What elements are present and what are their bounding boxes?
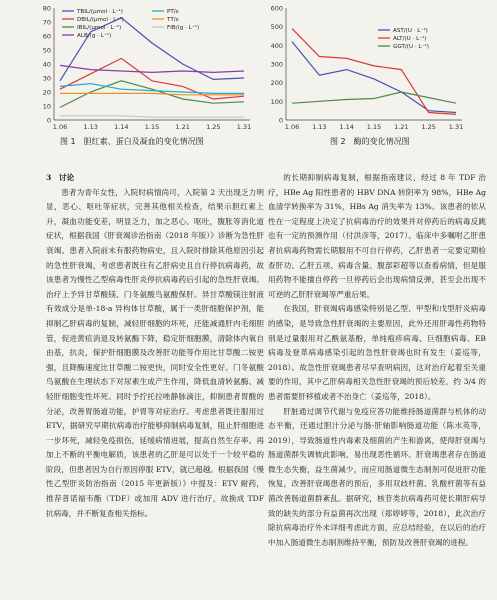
y-tick-label: 20 (42, 88, 51, 97)
x-tick-label: 1.06 (52, 123, 68, 131)
x-tick-label: 1.13 (83, 123, 98, 131)
figure-1-chart (40, 4, 255, 134)
legend-label: DBIL/(μmol · L⁻¹) (77, 17, 124, 23)
y-tick-label: 70 (42, 18, 51, 27)
y-tick-label: 0 (278, 116, 283, 125)
x-tick-label: 1.21 (175, 123, 190, 131)
y-tick-label: 50 (42, 46, 51, 55)
x-tick-label: 1.31 (236, 123, 252, 131)
legend-label: ALT/(U · L⁻¹) (393, 36, 427, 42)
legend-label: AST/(U · L⁻¹) (393, 28, 428, 34)
section-heading: 3 讨论 (46, 173, 75, 182)
legend-label: FIB/(g · L⁻¹) (167, 25, 200, 31)
y-tick-label: 600 (270, 4, 283, 13)
x-tick-label: 1.15 (366, 123, 382, 131)
x-tick-label: 1.31 (448, 123, 464, 131)
x-tick-label: 1.13 (312, 123, 327, 131)
legend-label: TBIL/(μmol · L⁻¹) (77, 9, 123, 15)
series-line (60, 84, 244, 94)
x-tick-label: 1.25 (206, 123, 221, 131)
x-tick-label: 1.15 (144, 123, 160, 131)
x-tick-label: 1.14 (339, 123, 354, 131)
x-tick-label: 1.06 (284, 123, 300, 131)
figure-1-caption: 图 1 胆红素、蛋白及凝血的变化情况图 (60, 137, 204, 146)
series-line (60, 65, 244, 72)
paragraph: 的长期抑制病毒复制，根据指南建议，经过 8 年 TDF 治疗，HBe Ag 阳性患者的 HBV DNA 转阴率为 98%，HBe Ag 血清学转换率为 31%，HBs Ag 消失率为 13%。该患者的依从性在一定程度上决定了抗病毒治疗的效果并对停药后的病毒反跳也有一定的预测作用（付洪彦等，2017）。临床中多嘱咐乙肝患者抗病毒药物需长期服用不可自行停药，乙肝患者一定要定期检查肝功、乙肝五项、病毒含量、腹部彩超等以查看病情，但是服用药物不能擅自停药一旦停药后会出现病情反弹，甚至会出现不可逆的乙肝肝衰竭等严重后果。 (268, 173, 486, 299)
y-tick-label: 0 (46, 116, 51, 125)
article-left-column (46, 171, 264, 596)
y-tick-label: 100 (270, 97, 283, 106)
figure-2-chart (268, 4, 468, 134)
y-tick-label: 500 (270, 23, 283, 32)
x-tick-label: 1.21 (394, 123, 409, 131)
legend-label: ALB/(g · L⁻¹) (77, 33, 112, 39)
y-tick-label: 40 (42, 60, 51, 69)
legend-label: PT/s (167, 9, 179, 15)
series-line (60, 81, 244, 108)
y-tick-label: 30 (42, 74, 51, 83)
article-right-column (268, 171, 486, 596)
y-tick-label: 60 (42, 32, 51, 41)
paragraph: 患者为青年女性，入院时病情尚可，入院第 2 天出现乏力明显，恶心、呕吐等症状，完善其他相关检查，结果示胆红素上升，凝血功能变差，明显乏力，加之恶心、呕吐，腹胀等消化道症状，根据我国《肝衰竭诊治指南（2018 年版）》诊断为急性肝衰竭。患者入院前未有服药物病史，且入院时排除其他原因引起的急性肝衰竭，考虑患者既往有乙肝病史且自行停抗病毒药，故该患者为慢性乙型病毒性肝炎停抗病毒药后引起的急性肝衰竭。治疗上予异甘草酸镁、门冬氨酸鸟氨酸保肝。异甘草酸镁注射液有效成分是单-18-a 异构体甘草酸，属于一类肝细胞保护剂，能抑制乙肝病毒的复制，减轻肝细胞的坏死，还能减通肝内毛细胆管，促进黄疸消退及转氨酶下降，稳定肝细胞膜，清除体内氧自由基，抗炎，保护肝细胞膜及改善肝功能等作用比甘草酸二铵更强，且降酶速度比甘草酸二铵更快，同时安全性更好。门冬氨酸鸟氨酸在生理状态下对尿素生成产生作用，降低血清转氨酶、减轻肝细胞变性坏死。同时予拧托拉唑静脉滴注，抑制患者胃酸的分泌，改善胃肠道功能，护胃等对症治疗。考虑患者既往服用过 ETV，据研究早期抗病毒治疗能够抑制病毒复制，阻止肝细胞进一步坏死，减轻免疫损伤，延缓病情进展，提高自然生存率。再加上不断的平衡电解质，该患者的乙肝是可以处于一个较平稳的阶段，但患者因为自行原因停服 ETV，就已超越。根据我国《慢性乙型肝炎防治指南（2015 年更新版）》中提及：ETV 耐药，推荐普诺福韦酯（TDF）或加用 ADV 进行治疗，故换成 TDF 抗病毒，并不断复查相关指标。 (46, 187, 264, 518)
y-tick-label: 10 (42, 102, 51, 111)
y-tick-label: 80 (42, 4, 51, 13)
series-line (60, 116, 244, 117)
x-tick-label: 1.14 (114, 123, 129, 131)
figure-2-caption: 图 2 酶的变化情况图 (330, 137, 410, 146)
legend-label: IBIL/(μmol · L⁻¹) (77, 25, 122, 31)
paragraph: 肝脏通过调节代谢与免疫应答功能维持肠道菌群与机体的动态平衡，还通过胆汁分泌与肠-肝轴影响肠道功能（陈水英等，2019），导致肠道性内毒素及细菌的产生和游离，使得肝衰竭与肠道菌群失调彼此影响，易出现恶性循环。肝衰竭患者存在肠道微生态失衡，益生菌减少，而应用肠道微生态制剂可促进肝功能恢复，改善肝衰竭患者的预后，多用双歧杆菌、乳酸杆菌等有益菌改善肠道菌群紊乱。据研究，核苷类抗病毒药可使长期肝病导致的缺失的部分有益菌再次出现（郑婷婷等，2018），此次治疗除抗病毒治疗外未详细考虑此方面，应总结经验，在以后的治疗中加入肠道微生态制剂维持平衡，预防及改善肝衰竭的进程。 (268, 406, 486, 547)
x-tick-label: 1.25 (421, 123, 436, 131)
y-tick-label: 400 (270, 41, 283, 50)
legend-label: GGT/(U · L⁻¹) (393, 44, 429, 50)
y-tick-label: 200 (270, 79, 283, 88)
paragraph: 在我国，肝衰竭病毒感染特别是乙型、甲型和戊型肝炎病毒的感染，是导致急性肝衰竭的主要原因，此外还用肝毒性药物特别是过量服用对乙酰氨基酚，单纯疱疹病毒、巨细胞病毒、EB 病毒及登革病毒感染引起的急性肝衰竭也时有发生（姜巡等，2018）。故急性肝衰竭患者尽早查明病因，这对治疗起着至关重要的作用，其中乙肝病毒相关急性肝衰竭的预后较差，约 3/4 的患者需要肝移植或者不治身亡（姜巡等，2018）。 (268, 304, 486, 401)
legend-label: TT/s (167, 17, 179, 23)
y-tick-label: 300 (270, 60, 283, 69)
series-line (292, 92, 456, 103)
